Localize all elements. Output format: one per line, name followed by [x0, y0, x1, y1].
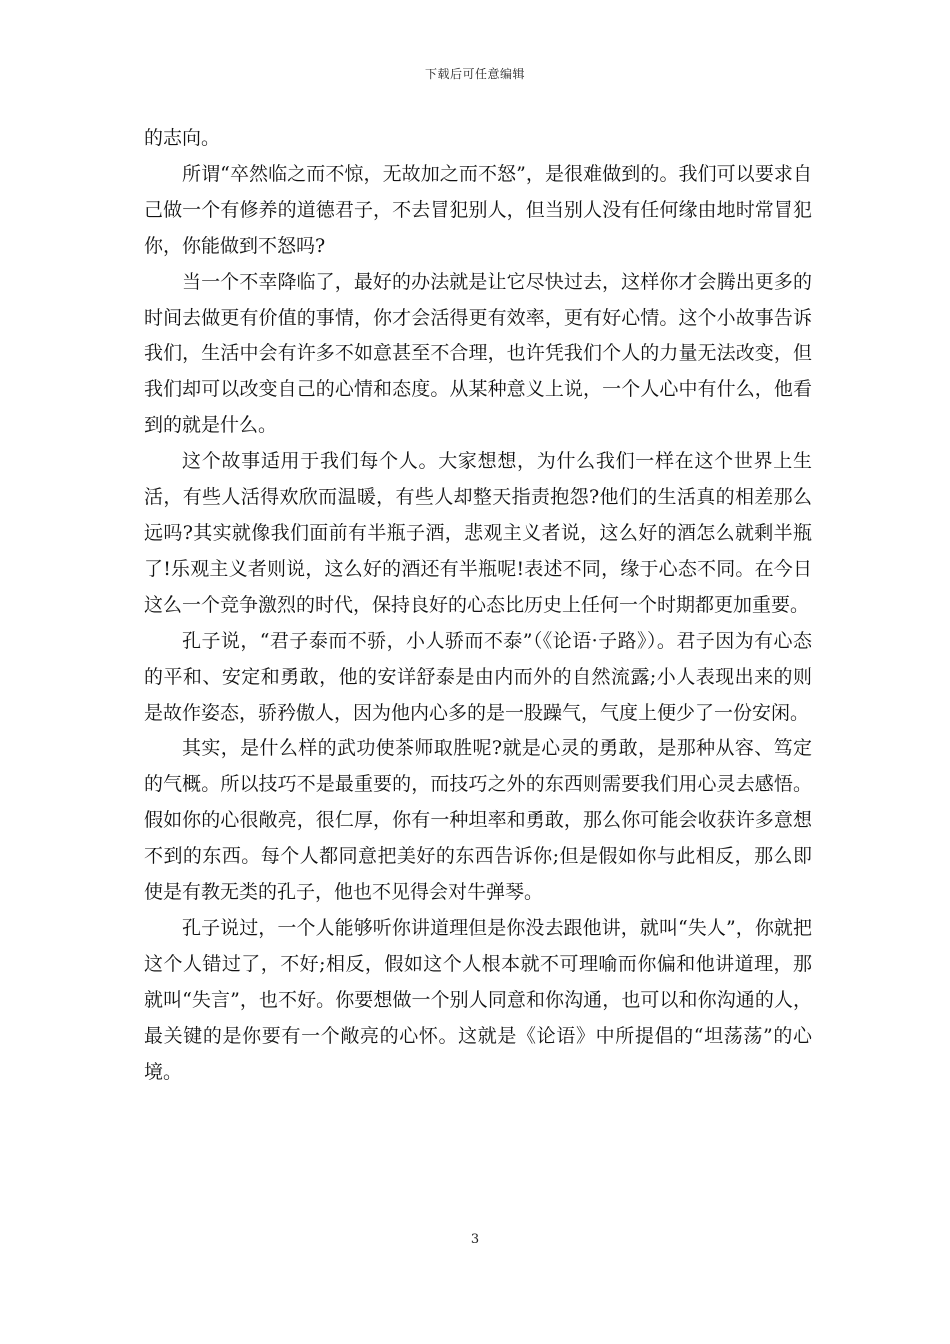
paragraph-6: 其实，是什么样的武功使茶师取胜呢?就是心灵的勇敢，是那种从容、笃定的气概。所以技巧不是最重要的，而技巧之外的东西则需要我们用心灵去感悟。假如你的心很敞亮，很仁厚，你有一种坦率和勇敢，那么你可能会收获许多意想不到的东西。每个人都同意把美好的东西告诉你;但是假如你与此相反，那么即使是有教无类的孔子，他也不见得会对牛弹琴。 — [144, 737, 812, 904]
paragraph-5: 孔子说，“君子泰而不骄，小人骄而不泰”（《论语·子路》）。君子因为有心态的平和、安定和勇敢，他的安详舒泰是由内而外的自然流露;小人表现出来的则是故作姿态，骄矜傲人，因为他内心多的是一股躁气，气度上便少了一份安闲。 — [144, 629, 812, 724]
page-header: 下载后可任意编辑 — [424, 67, 525, 81]
document-body — [144, 121, 812, 1090]
paragraph-7: 孔子说过，一个人能够听你讲道理但是你没去跟他讲，就叫“失人”，你就把这个人错过了，不好;相反，假如这个人根本就不可理喻而你偏和他讲道理，那就叫“失言”，也不好。你要想做一个别人同意和你沟通，也可以和你沟通的人，最关键的是你要有一个敞亮的心怀。这就是《论语》中所提倡的“坦荡荡”的心境。 — [144, 916, 812, 1083]
paragraph-3: 当一个不幸降临了，最好的办法就是让它尽快过去，这样你才会腾出更多的时间去做更有价值的事情，你才会活得更有效率，更有好心情。这个小故事告诉我们，生活中会有许多不如意甚至不合理，也许凭我们个人的力量无法改变，但我们却可以改变自己的心情和态度。从某种意义上说，一个人心中有什么，他看到的就是什么。 — [144, 270, 812, 437]
paragraph-4: 这个故事适用于我们每个人。大家想想，为什么我们一样在这个世界上生活，有些人活得欢欣而温暖，有些人却整天指责抱怨?他们的生活真的相差那么远吗?其实就像我们面前有半瓶子酒，悲观主义者说，这么好的酒怎么就剩半瓶了!乐观主义者则说，这么好的酒还有半瓶呢!表述不同，缘于心态不同。在今日这么一个竞争激烈的时代，保持良好的心态比历史上任何一个时期都更加重要。 — [144, 450, 812, 616]
page-number: 3 — [470, 1232, 480, 1247]
paragraph-2: 所谓“卒然临之而不惊，无故加之而不怒”，是很难做到的。我们可以要求自己做一个有修养的道德君子，不去冒犯别人，但当别人没有任何缘由地时常冒犯你，你能做到不怒吗? — [144, 162, 812, 257]
paragraph-1: 的志向。 — [144, 127, 221, 149]
